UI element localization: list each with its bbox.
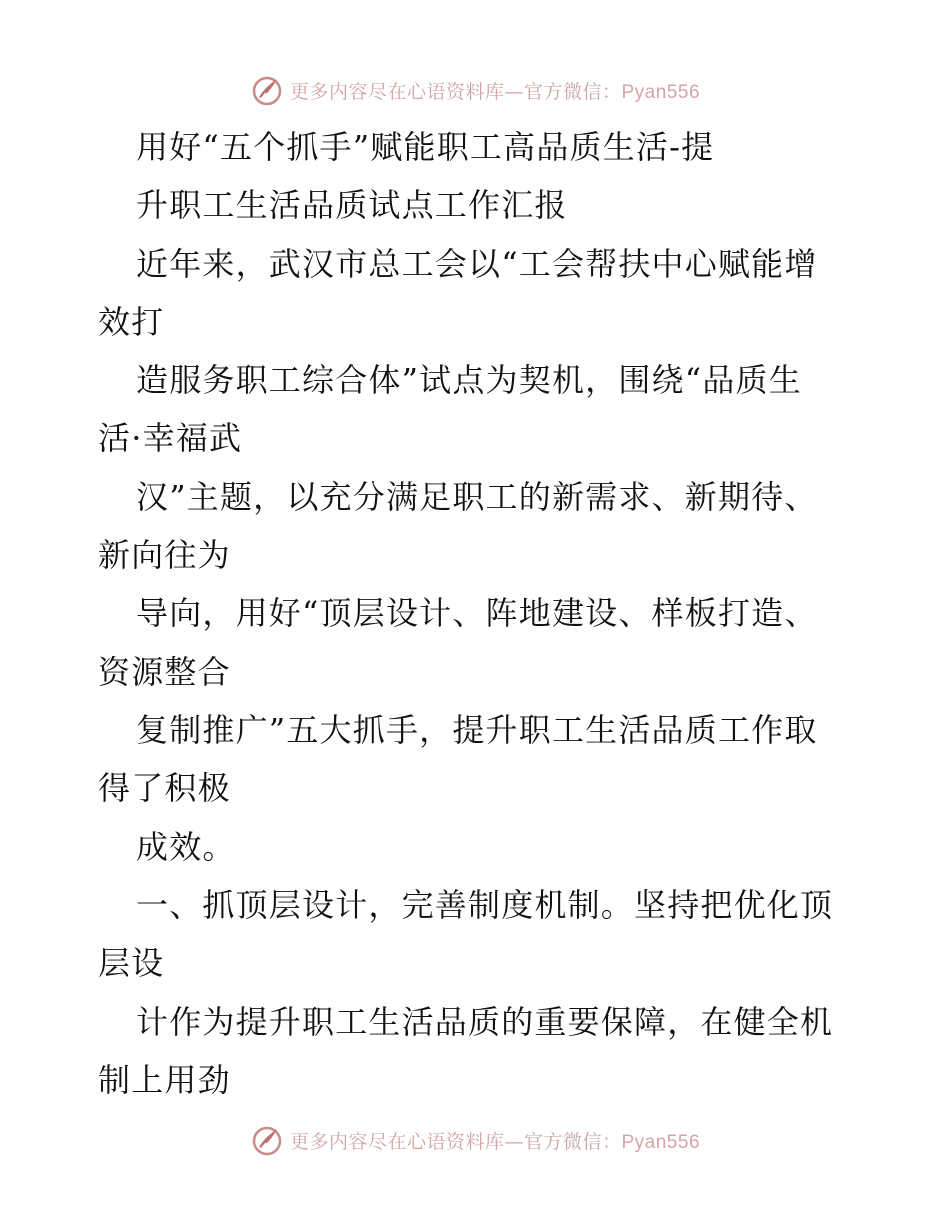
- watermark-text: 更多内容尽在心语资料库—官方微信：Pyan556: [289, 80, 701, 103]
- paragraph-line: 效打: [98, 303, 165, 341]
- paragraph-line: 造服务职工综合体”试点为契机，围绕“品质生: [136, 361, 802, 399]
- paragraph-line: 制上用劲: [98, 1061, 231, 1099]
- paragraph-line: 资源整合: [98, 653, 231, 691]
- watermark-text: 更多内容尽在心语资料库—官方微信：Pyan556: [289, 1130, 701, 1153]
- paragraph-line: 得了积极: [98, 769, 231, 807]
- paragraph-line: 活·幸福武: [98, 419, 243, 457]
- paragraph-line: 计作为提升职工生活品质的重要保障，在健全机: [136, 1003, 834, 1041]
- title-line-1: 用好“五个抓手”赋能职工高品质生活-提: [136, 128, 715, 166]
- paragraph-line: 近年来，武汉市总工会以“工会帮扶中心赋能增: [136, 245, 818, 283]
- footer-watermark: [0, 1120, 950, 1160]
- paragraph-line: 导向，用好“顶层设计、阵地建设、样板打造、: [136, 594, 818, 632]
- paragraph-line: 新向往为: [98, 536, 231, 574]
- paragraph-line: 汉”主题，以充分满足职工的新需求、新期待、: [136, 478, 818, 516]
- paragraph-line: 成效。: [136, 828, 236, 866]
- paragraph-line: 复制推广”五大抓手，提升职工生活品质工作取: [136, 711, 818, 749]
- section-heading-line: 一、抓顶层设计，完善制度机制。坚持把优化顶: [136, 886, 834, 924]
- paragraph-line: 层设: [98, 944, 165, 982]
- title-line-2: 升职工生活品质试点工作汇报: [136, 186, 568, 224]
- quill-logo-icon: [250, 1123, 284, 1157]
